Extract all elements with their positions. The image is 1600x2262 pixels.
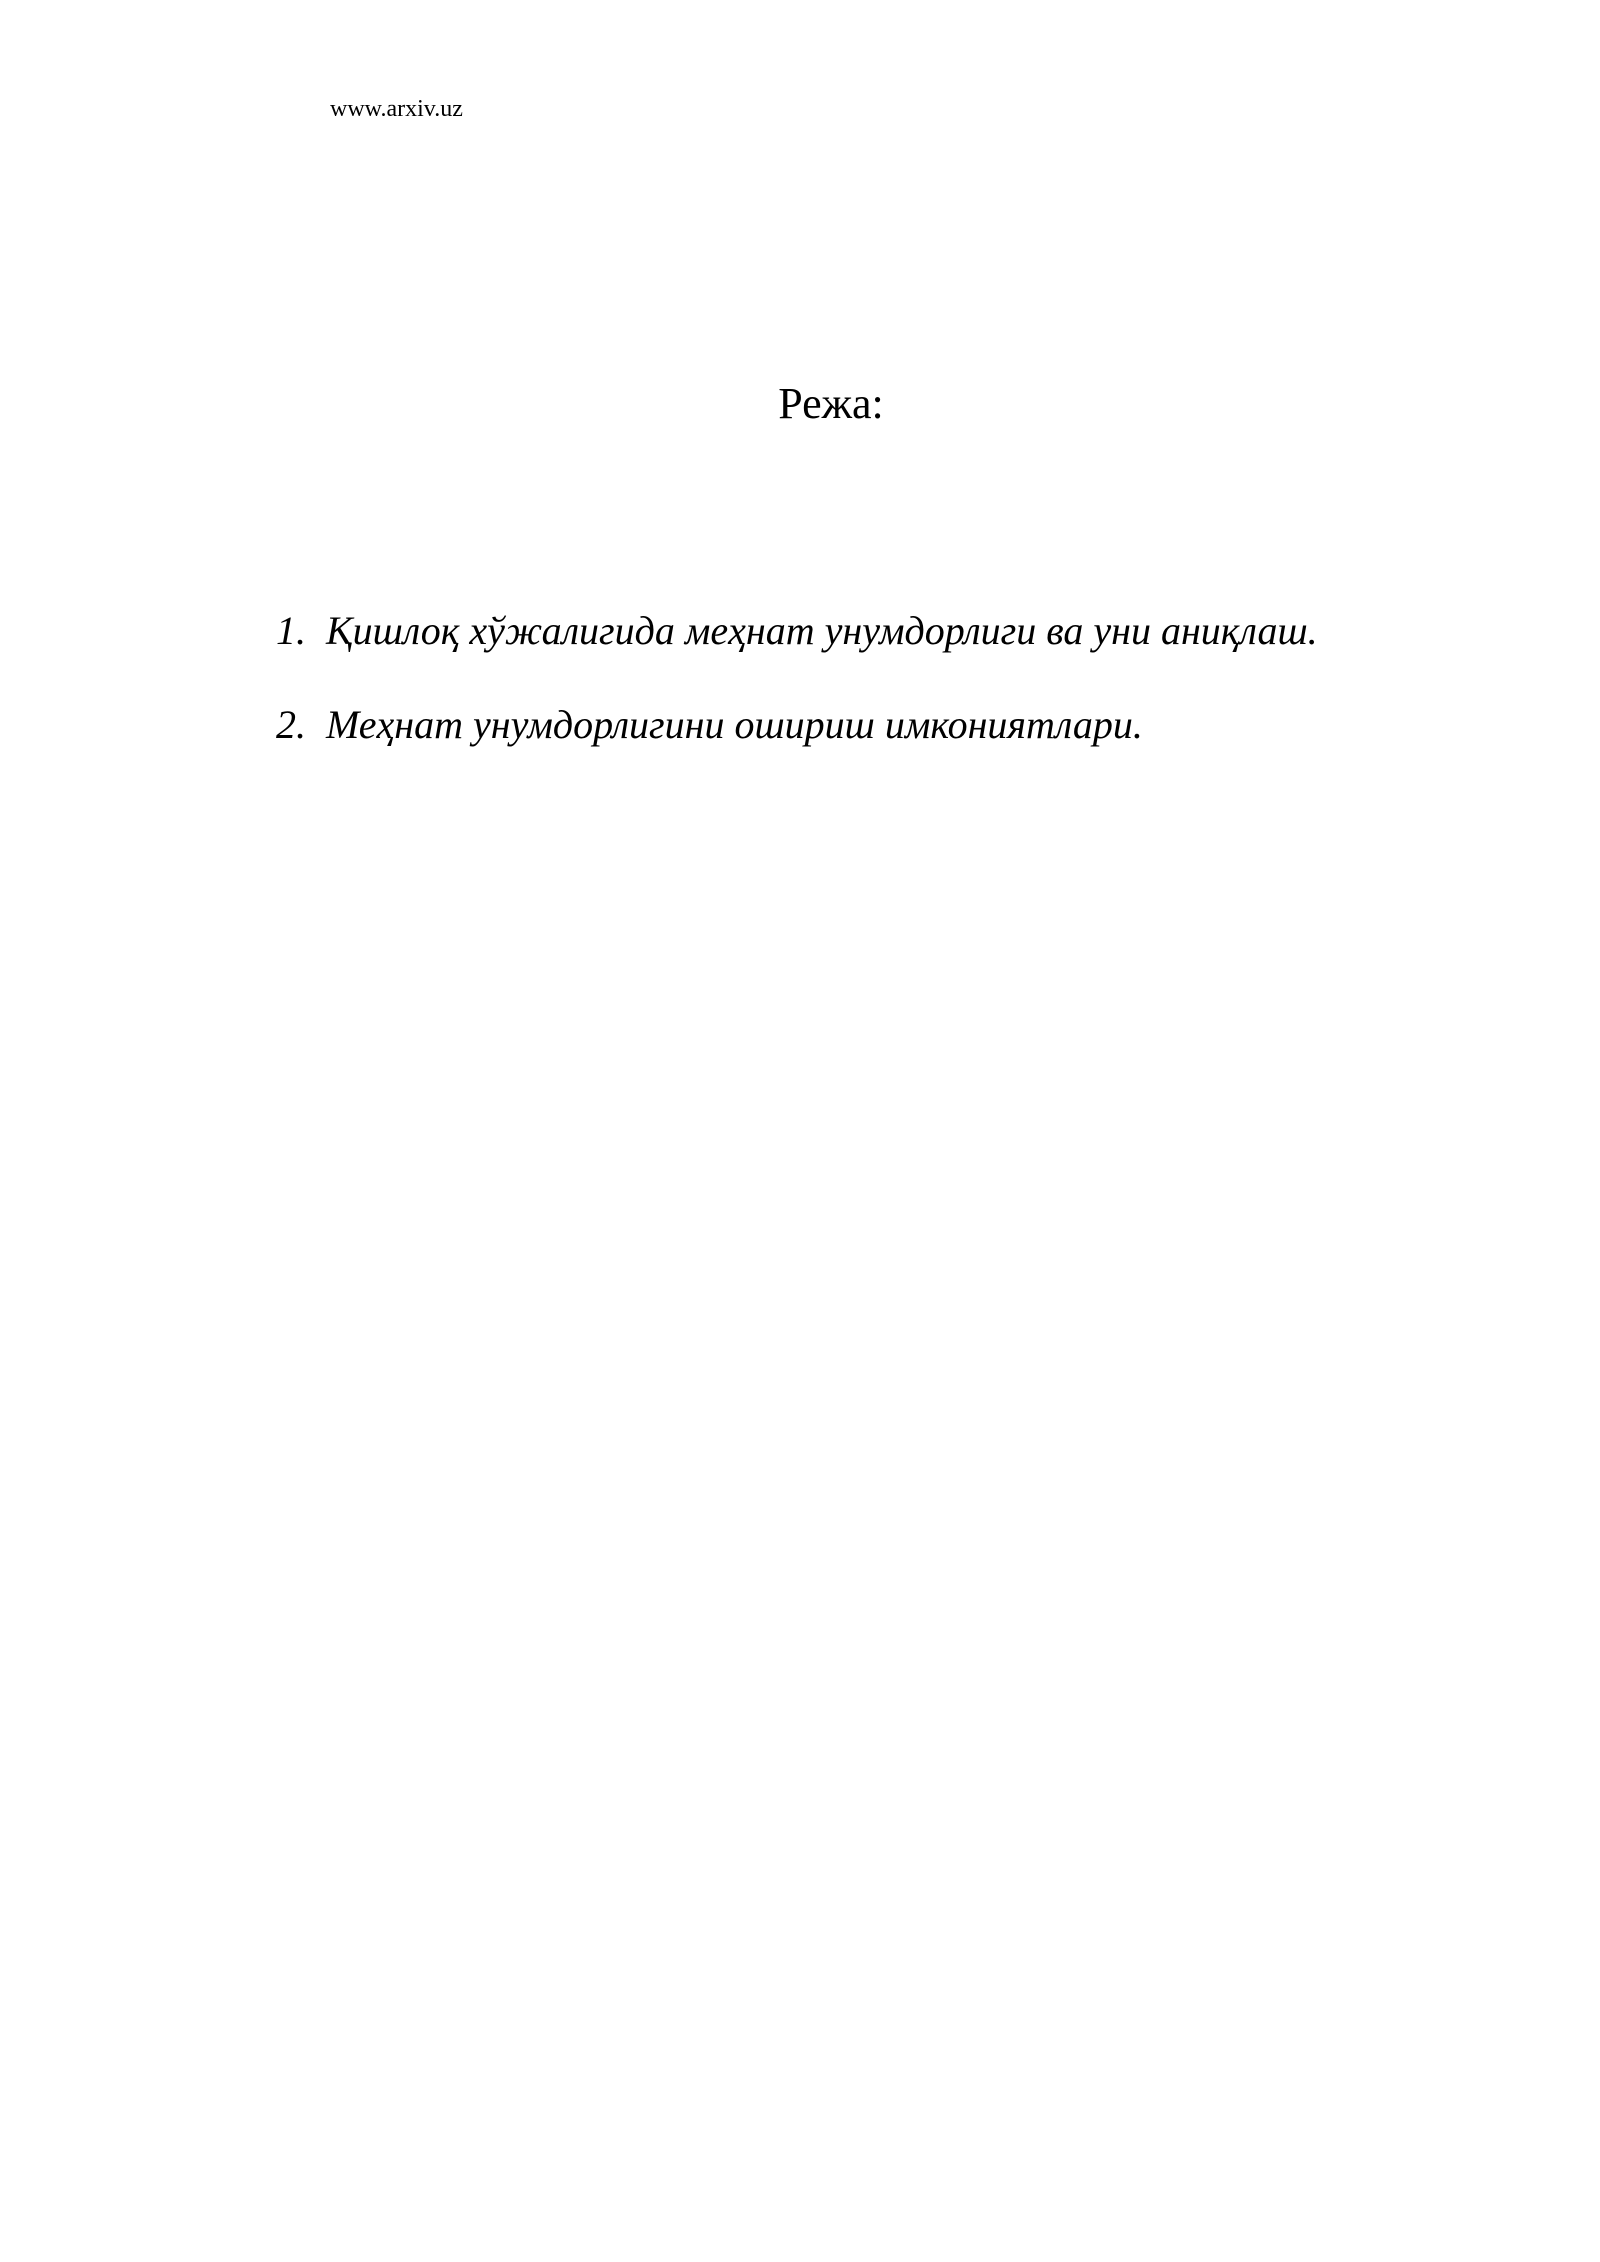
plan-item [276,700,1318,750]
plan-item [276,606,1318,656]
plan-list [276,606,1318,794]
plan-title: Режа: [778,379,884,428]
plan-item-number: 2. [276,702,306,747]
plan-item-number: 1. [276,608,306,653]
plan-item-text: Меҳнат унумдорлигини ошириш имкониятлари. [326,702,1143,747]
site-url-header: www.arxiv.uz [330,96,463,122]
plan-item-text: Қишлоқ хўжалигида меҳнат унумдорлиги ва уни аниқлаш. [326,608,1318,653]
